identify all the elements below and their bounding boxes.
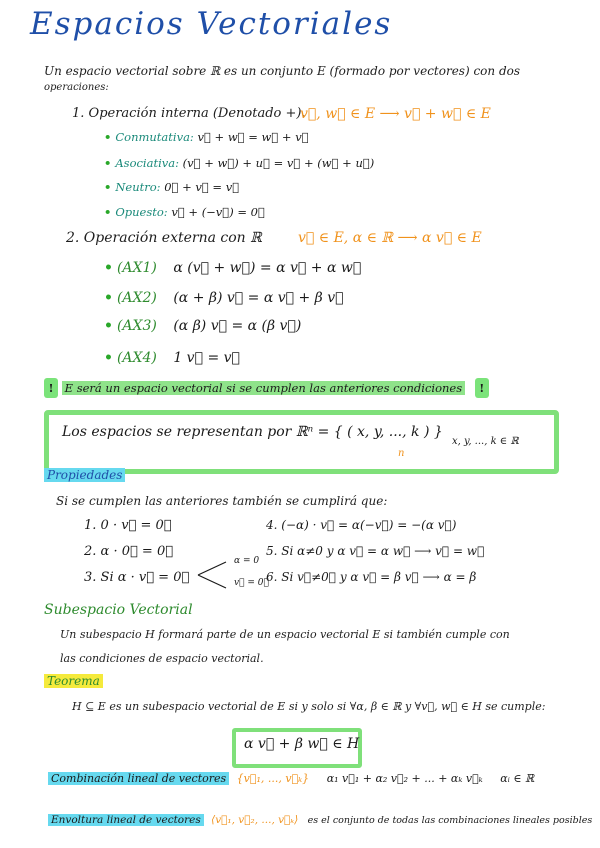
branch-arrows-icon — [196, 558, 236, 592]
bullet-dot: • — [104, 290, 113, 306]
properties-intro: Si se cumplen las anteriores también se cumplirá que: — [56, 494, 388, 508]
linear-combination-line — [48, 772, 534, 785]
axiom-name: (AX4) — [116, 350, 157, 366]
bullet-dot: • — [104, 180, 112, 194]
axiom-ax2 — [104, 290, 344, 306]
axiom-ax1 — [104, 260, 361, 276]
subspace-line-1: Un subespacio H formará parte de un espacio vectorial E si también cumple con — [60, 628, 510, 641]
linear-combination-condition: αᵢ ∈ ℝ — [500, 772, 535, 785]
intro-line-2: operaciones: — [44, 82, 109, 93]
axiom-ax4 — [104, 350, 240, 366]
bullet-dot: • — [104, 205, 112, 219]
branch-alpha-zero: α = 0 — [234, 556, 260, 566]
axiom-name: (AX2) — [116, 290, 157, 306]
bullet-dot: • — [104, 318, 113, 334]
op1-prop-neutro — [104, 180, 239, 194]
linear-span-label: Envoltura lineal de vectores — [48, 814, 204, 826]
representation-subscript: x, y, ..., k ∈ ℝ — [452, 436, 519, 447]
property-3: 3. Si α · v⃗ = 0⃗ — [84, 570, 190, 585]
prop-formula: (v⃗ + w⃗) + u⃗ = v⃗ + (w⃗ + u⃗) — [182, 156, 375, 170]
warning-icon: ! — [475, 378, 489, 398]
branch-vector-zero: v⃗ = 0⃗ — [234, 578, 269, 588]
linear-span-text: es el conjunto de todas las combinaciones lineales posibles — [307, 815, 593, 826]
axiom-formula: 1 v⃗ = v⃗ — [173, 350, 240, 366]
linear-combination-set: {v⃗₁, ..., v⃗ₖ} — [236, 772, 310, 785]
prop-name: Conmutativa: — [115, 130, 194, 144]
bullet-dot: • — [104, 130, 112, 144]
representation-n-mark: n — [398, 448, 405, 459]
warning-icon: ! — [44, 378, 58, 398]
op2-label: 2. Operación externa con ℝ — [66, 230, 262, 246]
properties-heading-text: Propiedades — [44, 468, 125, 482]
page-title: Espacios Vectoriales — [30, 6, 393, 42]
axiom-name: (AX3) — [116, 318, 157, 334]
linear-span-set: ⟨v⃗₁, v⃗₂, ..., v⃗ₖ⟩ — [211, 814, 299, 826]
bullet-dot: • — [104, 260, 113, 276]
warning-line — [44, 378, 489, 398]
axiom-ax3 — [104, 318, 301, 334]
prop-formula: v⃗ + (−v⃗) = 0⃗ — [171, 205, 265, 219]
properties-heading — [44, 468, 125, 482]
property-1: 1. 0 · v⃗ = 0⃗ — [84, 518, 172, 533]
property-4: 4. (−α) · v⃗ = α(−v⃗) = −(α v⃗) — [266, 518, 457, 532]
theorem-text: H ⊆ E es un subespacio vectorial de E si y solo si ∀α, β ∈ ℝ y ∀v⃗, w⃗ ∈ H se cumple: — [72, 700, 546, 713]
subspace-heading: Subespacio Vectorial — [44, 602, 193, 618]
property-6: 6. Si v⃗≠0⃗ y α v⃗ = β v⃗ ⟶ α = β — [266, 570, 477, 584]
op1-condition: v⃗, w⃗ ∈ E ⟶ v⃗ + w⃗ ∈ E — [300, 106, 491, 122]
op1-prop-opuesto — [104, 205, 265, 219]
property-2: 2. α · 0⃗ = 0⃗ — [84, 544, 174, 559]
prop-formula: v⃗ + w⃗ = w⃗ + v⃗ — [197, 130, 309, 144]
bullet-dot: • — [104, 350, 113, 366]
theorem-heading-text: Teorema — [44, 674, 103, 688]
representation-text: Los espacios se representan por ℝⁿ = { ( x, y, ..., k ) } — [62, 424, 443, 440]
op1-prop-conmutativa — [104, 130, 309, 144]
prop-name: Neutro: — [115, 180, 161, 194]
prop-name: Opuesto: — [115, 205, 168, 219]
op1-prop-asociativa — [104, 156, 374, 170]
intro-line-1: Un espacio vectorial sobre ℝ es un conjunto E (formado por vectores) con dos — [44, 64, 521, 78]
axiom-formula: (α β) v⃗ = α (β v⃗) — [173, 318, 302, 334]
warning-text: E será un espacio vectorial si se cumplen las anteriores condiciones — [62, 381, 465, 395]
subspace-line-2: las condiciones de espacio vectorial. — [60, 652, 264, 665]
prop-name: Asociativa: — [115, 156, 179, 170]
theorem-heading — [44, 674, 103, 688]
property-5: 5. Si α≠0 y α v⃗ = α w⃗ ⟶ v⃗ = w⃗ — [266, 544, 485, 558]
linear-combination-formula: α₁ v⃗₁ + α₂ v⃗₂ + ... + αₖ v⃗ₖ — [326, 772, 483, 785]
bullet-dot: • — [104, 156, 112, 170]
axiom-name: (AX1) — [116, 260, 157, 276]
linear-combination-label: Combinación lineal de vectores — [48, 772, 229, 785]
theorem-formula: α v⃗ + β w⃗ ∈ H — [244, 736, 360, 752]
axiom-formula: (α + β) v⃗ = α v⃗ + β v⃗ — [173, 290, 344, 306]
axiom-formula: α (v⃗ + w⃗) = α v⃗ + α w⃗ — [173, 260, 362, 276]
op2-condition: v⃗ ∈ E, α ∈ ℝ ⟶ α v⃗ ∈ E — [298, 230, 482, 246]
linear-span-line — [48, 814, 592, 826]
prop-formula: 0⃗ + v⃗ = v⃗ — [164, 180, 240, 194]
op1-label: 1. Operación interna (Denotado +). — [72, 106, 306, 121]
